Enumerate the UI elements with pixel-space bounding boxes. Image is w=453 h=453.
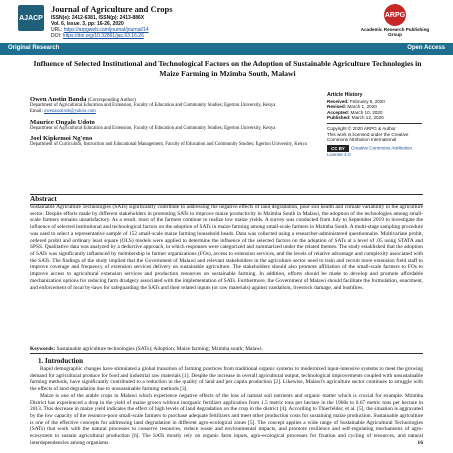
keywords-label: Keywords: [30, 346, 56, 352]
author-email-link[interactable]: owenaustinsb@yahoo.com [44, 108, 96, 114]
license-row [327, 145, 422, 158]
doi-label: DOI: [51, 33, 63, 39]
journal-title: Journal of Agriculture and Crops [51, 4, 173, 14]
license-link[interactable]: Creative Commons Attribution License 4.0 [327, 145, 413, 157]
journal-doi-line [51, 33, 144, 39]
divider [327, 123, 422, 124]
author-block [30, 94, 318, 148]
copyright-text: Copyright © 2020 ARPG & Author [327, 125, 396, 131]
license-text: This work is licensed under the Creative Commons Attribution International [327, 131, 409, 143]
intro-paragraph-1: Rapid demographic changes have stimulated a global transition of farming practices from traditional organic systems to modernized input-intensive systems to meet the growing demand for agricultural produce for food and industrial raw materials [1]. Despite the increase in overall agricultural output, technological improvements coupled with unsustainable farming methods, have significantly contributed to a reduction in the quality of land and per capita production [2]. Likewise, Malawi's agriculture sector continues to struggle with the effects of land degradation due to unsustainable farming methods [3]. [30, 366, 423, 393]
journal-issn: ISSN(e): 2412-6381, ISSN(p): 2413-886X [51, 15, 145, 21]
author-3-affiliation: Department of Curriculum, Instruction and Educational Management, Faculty of Education and Community Studies; Egerton University, Kenya [30, 142, 307, 148]
article-title: Influence of Selected Institutional and Technological Factors on the Adoption of Sustainable Agriculture Technologies in Maize Farming in Mzimba South, Malawi [33, 59, 422, 78]
publisher-mark-icon: ARPG [384, 4, 406, 26]
history-published: Published: March 12, 2020 [327, 115, 384, 121]
history-revised: Revised: March 1, 2020 [327, 104, 377, 110]
journal-header [18, 4, 438, 40]
author-1-email-line [30, 109, 318, 115]
keywords-text: Sustainable agriculture technologies (SATs); Adoption; Maize farming; Mzimba south; Malawi. [55, 346, 264, 352]
url-label: URL: [51, 27, 64, 33]
author-1-role: (Corresponding Author) [86, 98, 136, 103]
article-type-label: Original Research [8, 45, 60, 51]
keywords-line [30, 346, 423, 354]
history-heading: Article History [327, 92, 363, 98]
abstract-text: Sustainable Agriculture Technologies (SATs) significantly contribute to addressing the negative effects of land degradation, poor soil health and climate variability in the agriculture sector. Despite efforts made by different stakeholders in promoting SATs to improve maize productivity in Mzimba South in Malawi, the adoption of the technologies among small-scale farmers remains unsatisfactory. As a result, most of the farmers continue to realize low maize yields. A survey was conducted from July to September 2019 to investigate the influence of selected institutional and technological factors on the adoption of SATs in maize farming among small-scale farmers in Mzimba South. A multi-stage sampling procedure was used to select a representative sample of 152 small-scale maize farming household heads. Data was collected using a researcher-administered questionnaire. Multivariate probit, ordered probit and ordinary least square (OLS) models were applied to determine the influence of the selected factors on the adoption of SATs at a level of .05 using STATA and SPSS. Qualitative data was analyzed by a deductive approach, in which responses were categorized and summarized under the related themes. The study established that the adoption of SATs was significantly influenced by membership in farmer organizations (FOs), access to extension services, and the levels of relative advantage and complexity associated with the SATs. The findings of the study implied that the Government of Malawi and relevant stakeholders in the agriculture sector need to train and recruit more extension field staff to improve coverage and frequency of extension services delivery on sustainable agriculture. The stakeholders should also promote affiliation of the small-scale farmers to FOs to improve access to agricultural extension services and production resources on sustainable farming. In addition, efforts should be made to develop and promote affordable mechanization options for reducing farm drudgery associated with the implementation of SATs. Furthermore, the Government of Malawi should facilitate the formulation, enactment, and enforcement of local by-laws for safeguarding the SATs and their related inputs (or raw materials) against vandalism, livestock damage, and bushfires. [30, 204, 423, 291]
history-accepted: Accepted: March 10, 2020 [327, 109, 383, 115]
introduction-body [30, 366, 423, 447]
intro-paragraph-2: Maize is one of the arable crops in Malawi which experience negative effects of the loss of natural soil nutrients and organic matter which is crucial for example. Mzimba District has experienced a drop in the yield of maize grown without inorganic fertilizer application from 1.5 metric tons per hectare in the 1960s to 0.67 metric tons per hectare in 2013. This decrease in maize yield indicates the effect of high levels of land degradation on the crop in the district [4]. According to Thierfelder, et al. [5], the situation is aggravated by the low capacity of the resource-poor small-scale farmers to purchase adequate fertilizers and meet other production costs for sustaining maize production. Sustainable agriculture is one of the effective concepts for addressing land degradation in different agro-ecological zones [5]. The concept applies a wide range of Sustainable Agricultural Technologies (SATs) that work with the natural processes to conserve resources, reduce waste and environmental impacts, and promote resilience and self-regulating mechanisms of agro-ecosystem to sustain agricultural production [6]. The SATs mostly rely on organic farm inputs, agro-ecological processes for fixation and cycling of resources, and natural interdependencies among organisms. [30, 392, 423, 446]
author-name [30, 96, 318, 103]
publisher-logo [360, 4, 430, 38]
journal-logo: AJACP [18, 5, 44, 31]
article-history-box [327, 93, 422, 157]
author-2-name: Maurice Ongalo Udoto [30, 118, 95, 126]
author-1-affiliation: Department of Agricultural Education and Extension, Faculty of Education and Community Studies; Egerton University, Kenya [30, 103, 276, 108]
page-number: 16 [417, 440, 423, 446]
article-type-band [0, 43, 453, 55]
publisher-name: Academic Research Publishing Group [360, 27, 430, 37]
journal-volume: Vol. 6, Issue. 3, pp: 16-26, 2020 [51, 21, 124, 27]
cc-by-icon[interactable]: CC BY [327, 145, 349, 152]
email-label: Email: [30, 108, 44, 114]
author-3-name: Joel Kipkemoi Ng'eno [30, 135, 93, 143]
abstract-heading: Abstract [30, 194, 423, 205]
author-1-name: Owen Austin Banda [30, 96, 87, 103]
open-access-label: Open Access [407, 45, 445, 51]
journal-url-link[interactable]: https://arpgweb.com/journal/journal/14 [63, 27, 149, 33]
history-received: Received: February 9, 2020 [327, 98, 385, 104]
section-heading: 1. Introduction [38, 357, 83, 365]
doi-link[interactable]: https://doi.org/10.32861/jac.63.16.26 [62, 33, 144, 39]
author-2-affiliation: Department of Agricultural Education and Extension, Faculty of Education and Community Studies; Egerton University, Kenya [30, 125, 276, 131]
